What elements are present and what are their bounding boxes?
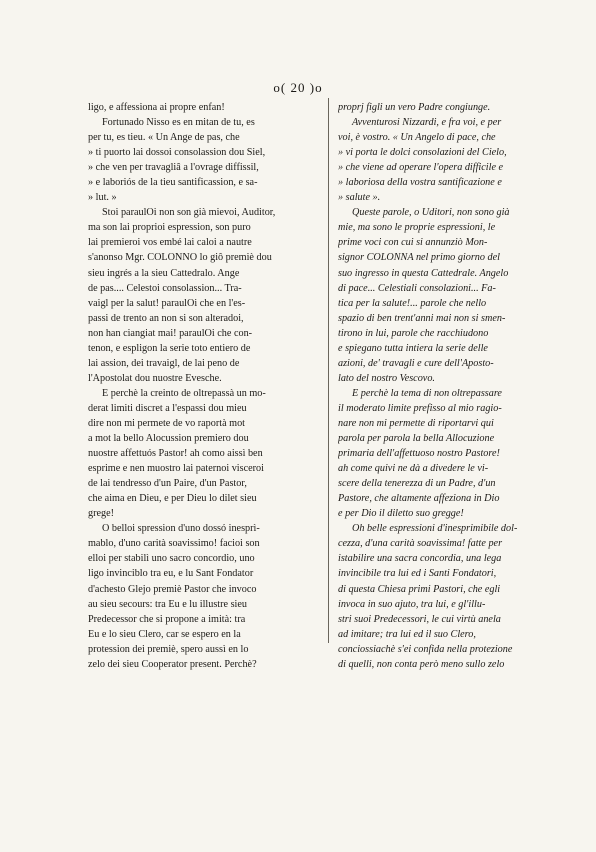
- right-line: nare non mi permette di riportarvi qui: [338, 417, 494, 429]
- right-line: stri suoi Predecessori, le cui virtù anela: [338, 613, 501, 625]
- right-line: » che viene ad operare l'opera difficile e: [338, 162, 504, 174]
- left-line: » lut. »: [88, 192, 117, 204]
- left-line: non han ciangiat mai! paraulOi che con-: [88, 327, 253, 339]
- right-line: ah come quivi ne dà a divedere le vi-: [338, 463, 489, 475]
- left-line: passi de trento an non si son alteradoi,: [88, 312, 244, 324]
- left-line: » ti puorto lai dossoi consolassion dou Siel,: [88, 147, 266, 159]
- left-line: s'anonso Mgr. COLONNO lo giô premiè dou: [88, 252, 272, 264]
- right-line: ad imitare; tra lui ed il suo Clero,: [338, 628, 476, 640]
- left-line: ligo invinciblo tra eu, e lu Sant Fondator: [88, 568, 254, 580]
- right-line: di questa Chiesa primi Pastori, che egli: [338, 583, 501, 595]
- left-line: grege!: [88, 508, 115, 520]
- left-line: nuostre affettuós Pastor! ah como aissì ben: [88, 448, 263, 460]
- left-line: ma son lai proprioi espression, son puro: [88, 222, 251, 234]
- left-line: per tu, es tieu. « Un Ange de pas, che: [88, 132, 240, 144]
- right-line: conciossiachè s'ei confida nella protezione: [338, 643, 513, 655]
- left-line: de pas.... Celestoi consolassion... Tra-: [88, 282, 242, 294]
- right-line: voi, è vostro. « Un Angelo di pace, che: [338, 132, 496, 144]
- page-number: o( 20 )o: [273, 80, 323, 95]
- right-line: prime voci con cui si annunziò Mon-: [338, 237, 488, 249]
- right-column: [338, 100, 570, 672]
- right-line: azioni, de' travagli e cure dell'Aposto-: [338, 357, 494, 369]
- right-line: signor COLONNA nel primo giorno del: [338, 252, 500, 264]
- left-line: protession dei premiè, spero aussì en lo: [88, 643, 249, 655]
- right-line: E perchè la tema di non oltrepassare: [352, 387, 502, 399]
- left-line: d'achesto Glejo premiè Pastor che invoco: [88, 583, 257, 595]
- right-line: tirono in lui, parole che racchiudono: [338, 327, 489, 339]
- left-line: elloi per stabilì uno sacro concordio, uno: [88, 553, 255, 565]
- right-line: invoca in suo ajuto, tra lui, e gl'illu-: [338, 598, 486, 610]
- left-line: E perchè la creinto de oltrepassà un mo-: [102, 387, 266, 399]
- right-line: » salute ».: [338, 192, 381, 204]
- left-line: Fortunado Nisso es en mitan de tu, es: [102, 117, 255, 129]
- right-line: primaria dell'affettuoso nostro Pastore!: [338, 448, 500, 460]
- left-line: Stoi paraulOi non son già mievoi, Auditor,: [102, 207, 276, 219]
- left-line: dire non mi permete de vo raportà mot: [88, 417, 246, 429]
- left-line: sieu ingrés a la sieu Cattedralo. Ange: [88, 267, 240, 279]
- right-line: e per Dio il diletto suo gregge!: [338, 508, 464, 520]
- right-line: lato del nostro Vescovo.: [338, 372, 435, 384]
- right-line: istabilire una sacra concordia, una lega: [338, 553, 502, 565]
- left-line: mablo, d'uno carità soavissimo! facioi son: [88, 538, 260, 550]
- left-line: a mot la bello Alocussion premiero dou: [88, 433, 249, 445]
- right-line: » vi porta le dolci consolazioni del Cielo,: [338, 147, 507, 159]
- right-line: parola per parola la bella Allocuzione: [338, 433, 495, 445]
- right-line: proprj figli un vero Padre congiunge.: [338, 102, 491, 113]
- right-line: mie, ma sono le proprie espressioni, le: [338, 222, 496, 234]
- left-line: lai assion, dei travaigl, de lai peno de: [88, 357, 240, 369]
- left-line: » che ven per travagliâ a l'ovrage diffissil,: [88, 162, 259, 174]
- right-line: di pace... Celestiali consolazioni... Fa-: [338, 282, 496, 294]
- right-line: suo ingresso in questa Cattedrale. Angelo: [338, 267, 509, 279]
- right-line: Pastore, che altamente affeziona in Dio: [338, 493, 500, 505]
- left-line: O belloi spression d'uno dossó inesprì-: [102, 523, 260, 535]
- right-line: spazio di ben trent'anni mai non si smen-: [338, 312, 506, 324]
- column-divider: [328, 98, 329, 643]
- left-line: derat limiti discret a l'espassi dou mieu: [88, 402, 247, 414]
- right-line: di quelli, non conta però meno sullo zelo: [338, 658, 505, 670]
- left-line: zelo dei sieu Cooperator present. Perchè?: [88, 658, 257, 670]
- left-line: vaigl per la salut! paraulOi che en l'es-: [88, 297, 246, 309]
- left-line: Eu e lo sieu Clero, car se espero en la: [88, 628, 241, 640]
- left-line: tenon, e espligon la serie toto entiero de: [88, 342, 251, 354]
- right-line: Oh belle espressioni d'inesprimibile dol-: [352, 523, 518, 535]
- left-line: lai premieroi vos embé lai caloi a nautre: [88, 237, 252, 249]
- right-line: » laboriosa della vostra santificazione e: [338, 177, 502, 189]
- left-line: l'Apostolat dou nuostre Evesche.: [88, 372, 222, 384]
- left-column: [88, 100, 320, 672]
- left-line: de lai tendresso d'un Paire, d'un Pastor,: [88, 478, 247, 490]
- right-line: Avventurosi Nizzardi, e fra voi, e per: [352, 117, 502, 129]
- right-line: Queste parole, o Uditori, non sono già: [352, 207, 510, 219]
- right-line: scere della tenerezza di un Padre, d'un: [338, 478, 496, 490]
- left-line: esprime e nen muostro lai paternoi visceroi: [88, 463, 264, 475]
- left-line: ligo, e affessiona ai propre enfan!: [88, 102, 225, 113]
- left-line: au sieu secours: tra Eu e lu illustre sieu: [88, 598, 247, 610]
- left-line: » e laboriós de la tieu santificassion, e sa-: [88, 177, 258, 189]
- right-line: il moderato limite prefisso al mio ragio-: [338, 402, 502, 414]
- right-line: invincibile tra lui ed i Santi Fondatori,: [338, 568, 497, 580]
- right-line: tica per la salute!... parole che nello: [338, 297, 487, 309]
- right-line: e spiegano tutta intiera la serie delle: [338, 342, 488, 354]
- left-line: Predecessor che si propone a imità: tra: [88, 613, 246, 625]
- left-line: che aima en Dieu, e per Dieu lo dilet sieu: [88, 493, 257, 505]
- right-line: cezza, d'una carità soavissima! fatte per: [338, 538, 503, 550]
